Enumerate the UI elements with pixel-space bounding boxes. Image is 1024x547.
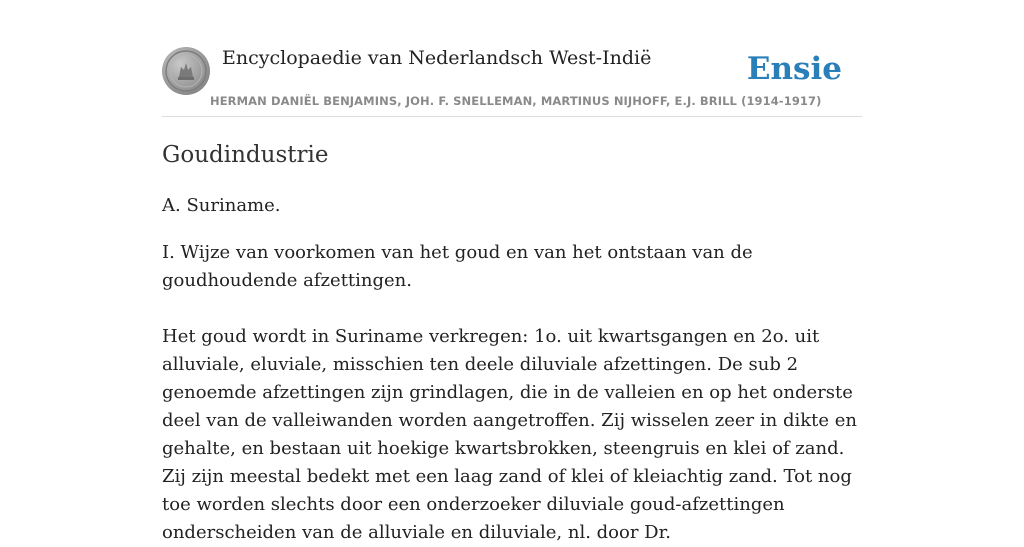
ensie-logo-link[interactable]: Ensie — [746, 51, 842, 87]
site-header — [162, 0, 862, 117]
coin-seal-icon[interactable] — [162, 47, 210, 95]
book-title[interactable]: Encyclopaedie van Nederlandsch West-Indië — [222, 47, 652, 69]
section-heading: A. Suriname. — [162, 195, 281, 216]
article-title: Goudindustrie — [162, 142, 329, 168]
page — [162, 0, 862, 543]
article-body: Het goud wordt in Suriname verkregen: 1o. uit kwartsgangen en 2o. uit alluviale, eluviale, misschien ten deele diluviale afzettingen. De sub 2 genoemde afzettingen zijn grindlagen, die in de valleien en op het onderste deel van de valleiwanden worden aangetroffen. Zij wisselen zeer in dikte en gehalte, en bestaan uit hoekige kwartsbrokken, steengruis en klei of zand. Zij zijn meestal bedekt met een laag zand of klei of kleiachtig zand. Tot nog toe worden slechts door een onderzoeker diluviale goud-afzettingen onderscheiden van de alluviale en diluviale, nl. door Dr. — [162, 326, 857, 543]
authors-line: HERMAN DANIËL BENJAMINS, JOH. F. SNELLEMAN, MARTINUS NIJHOFF, E.J. BRILL (1914-1917) — [210, 94, 822, 108]
subsection-heading: I. Wijze van voorkomen van het goud en van het ontstaan van de goudhoudende afzettingen. — [162, 242, 753, 291]
